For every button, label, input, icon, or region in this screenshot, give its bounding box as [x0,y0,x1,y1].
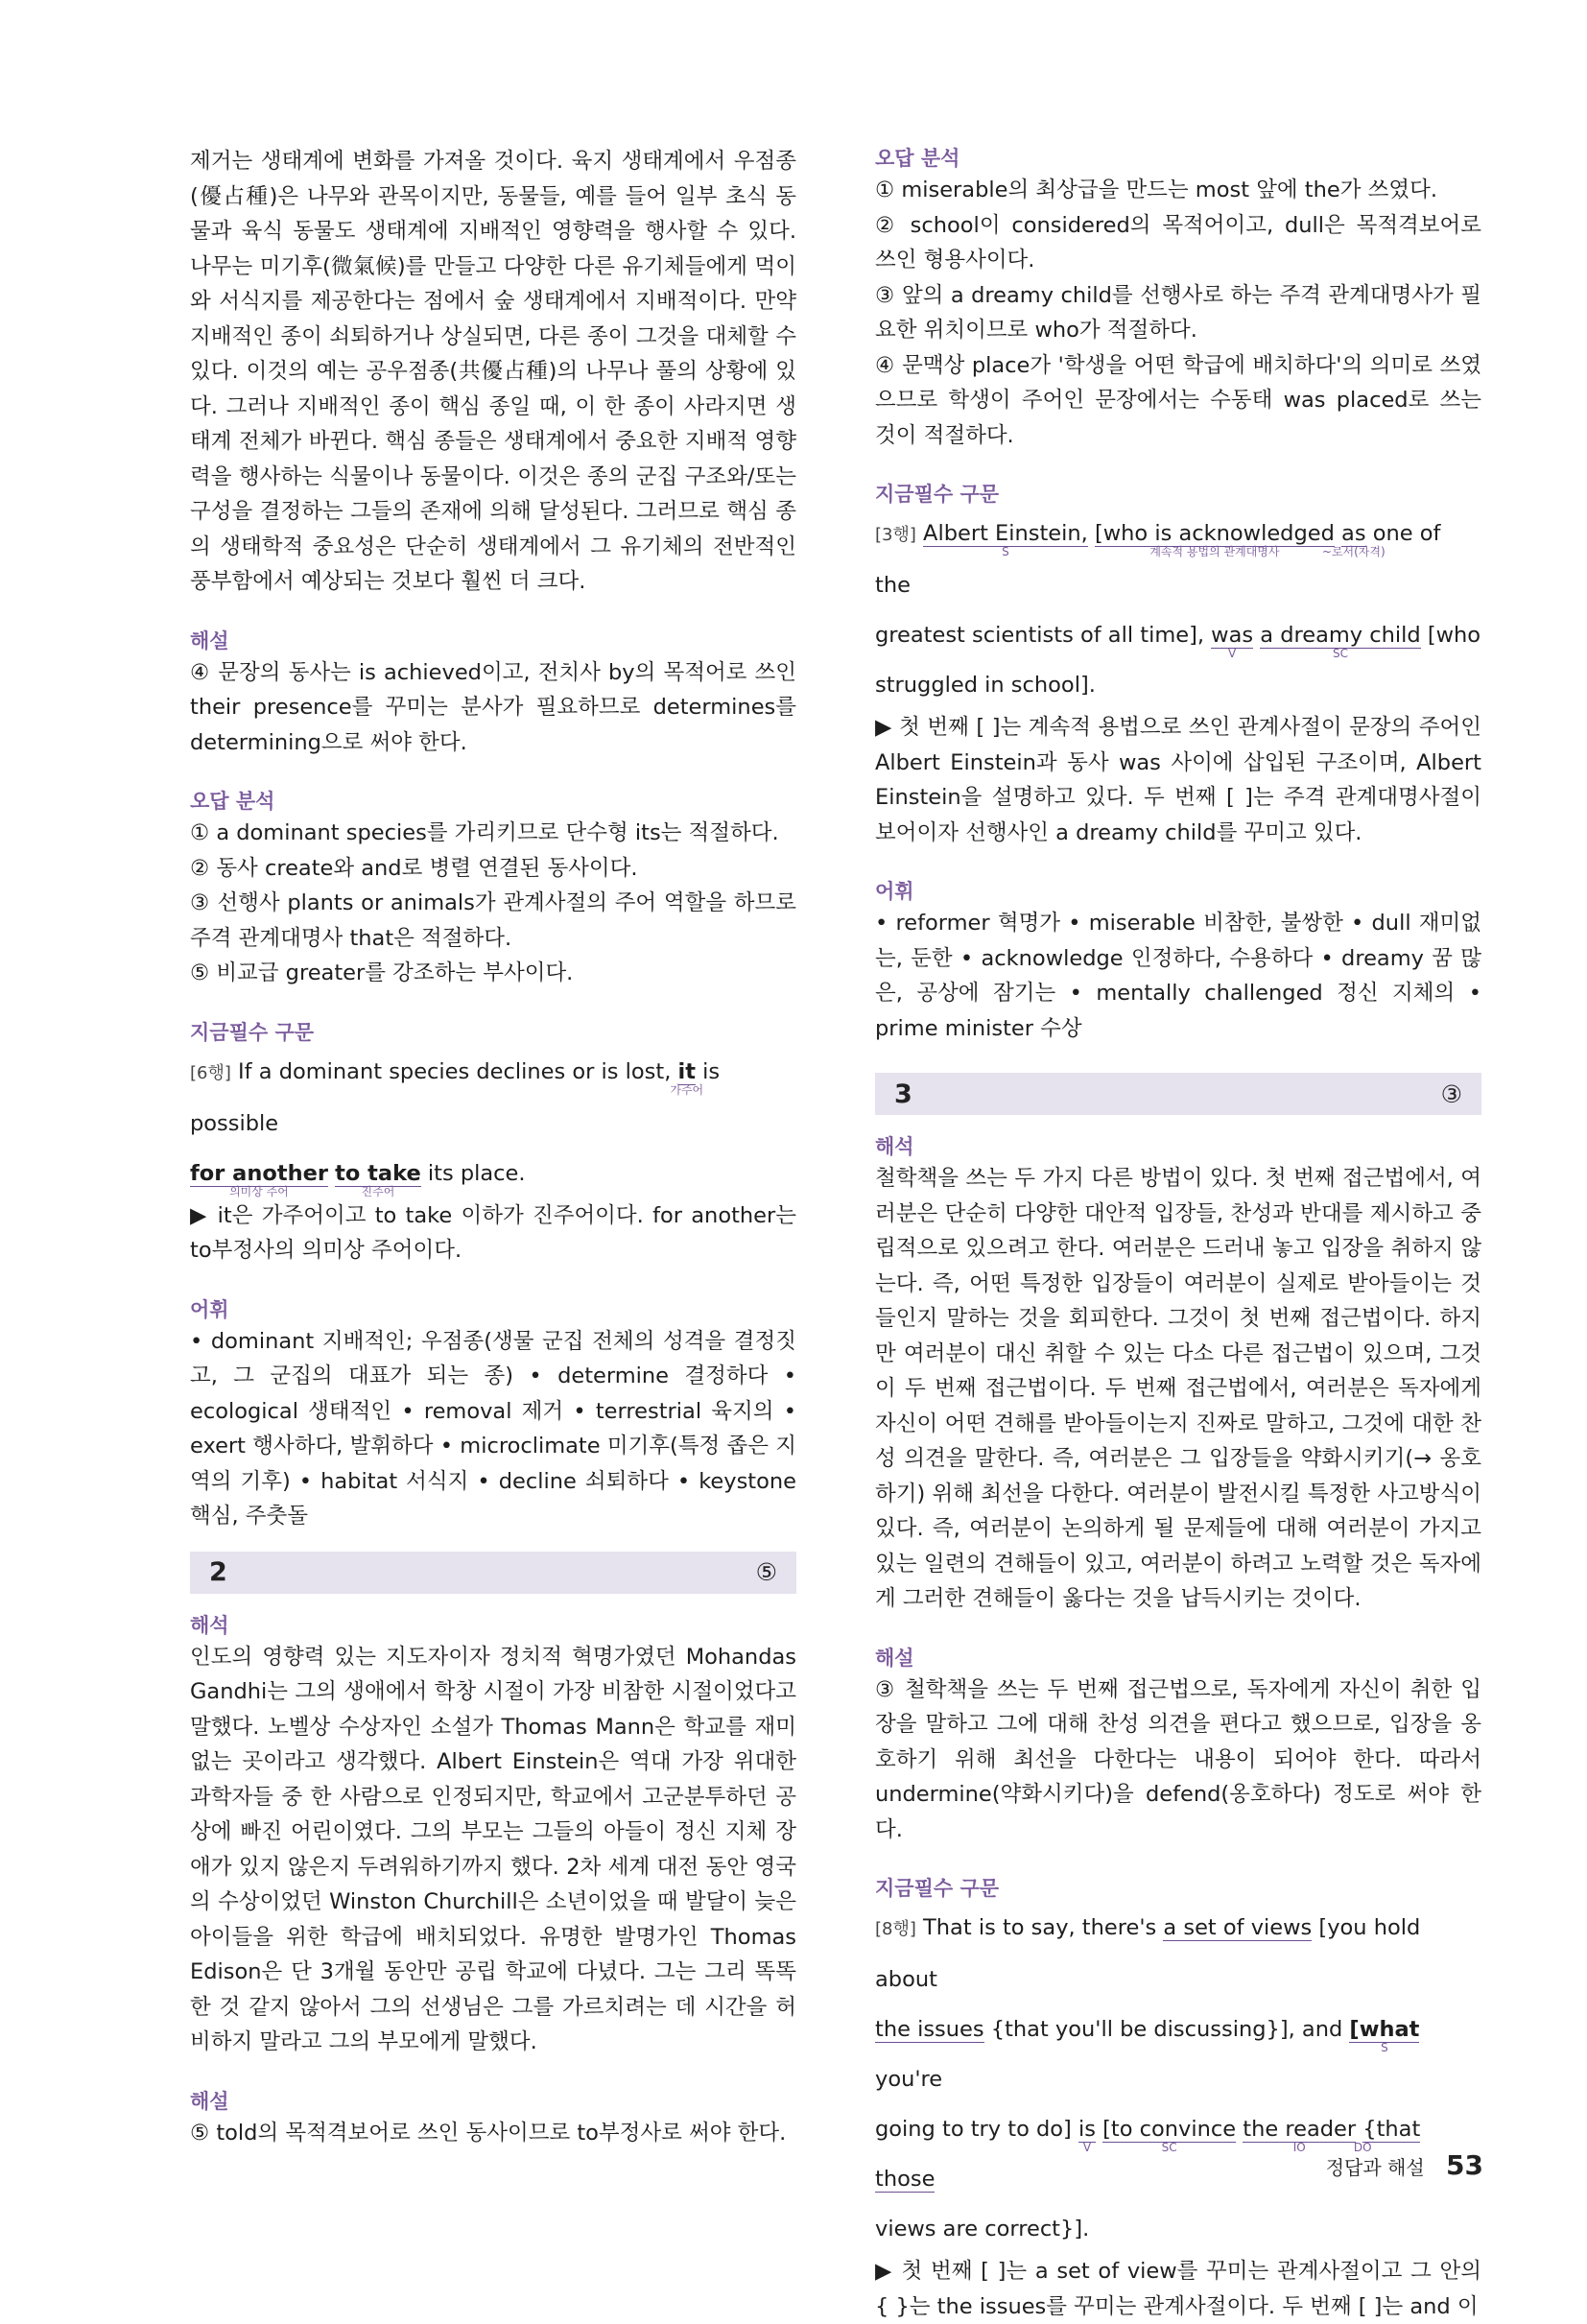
haeseok-heading: 해석 [190,1613,229,1637]
haeseol2-heading: 해설 [190,2089,229,2113]
underline-subject: Albert Einstein, S [923,521,1088,558]
section-number: 2 [209,1557,227,1587]
vocab-heading: 어휘 [190,1297,229,1321]
passage-translation-1: 제거는 생태계에 변화를 가져올 것이다. 육지 생태계에서 우점종(優占種)은 나무와 관목이지만, 동물들, 예를 들어 일부 초식 동물과 육식 동물도 생태계에 지배적인 영향력을 행사할 수 있다. 나무는 미기후(微氣候)를 만들고 다양한 다른 유기체들에게 먹이와 서식지를 제공한다는 점에서 숲 생태계에서 지배적이다. 만약 지배적인 종이 쇠퇴하거나 상실되면, 다른 종이 그것을 대체할 수 있다. 이것의 예는 공우점종(共優占種)의 나무나 풀의 상황에 있다. 그러나 지배적인 종이 핵심 종일 때, 이 한 종이 사라지면 생태계 전체가 바뀐다. 핵심 종들은 생태계에서 중요한 지배적 영향력을 행사하는 식물이나 동물이다. 이것은 종의 군집 구조와/또는 구성을 결정하는 그들의 존재에 의해 달성된다. 그러므로 핵심 종의 생태학적 중요성은 단순히 생태계에서 그 유기체의 전반적인 풍부함에서 예상되는 것보다 훨씬 더 크다. [190,149,796,594]
key-sentence: [6행] If a dominant species declines or is lost, it 가주어 is possible for another 의미상 주어 to take 진주어 its place. [190,1058,721,1198]
section-answer: ③ [1440,1079,1462,1108]
gugmun-note: ▶ it은 가주어이고 to take 이하가 진주어이다. for another는 to부정사의 의미상 주어이다. [190,1202,796,1263]
haeseok-text: 철학책을 쓰는 두 가지 다른 방법이 있다. 첫 번째 접근법에서, 여러분은 단순히 다양한 대안적 입장들, 찬성과 반대를 제시하고 중립적으로 있으려고 한다. 여러분은 드러내 놓고 입장을 취하지 않는다. 즉, 어떤 특정한 입장들이 여러분이 실제로 받아들이는 것들인지 말하는 것을 회피한다. 그것이 첫 번째 접근법이다. 하지만 여러분이 대신 취할 수 있는 다소 다른 접근법이 있으며, 그것이 두 번째 접근법이다. 두 번째 접근법에서, 여러분은 독자에게 자신이 어떤 견해를 받아들이는지 진짜로 말하고, 그것에 대한 찬성 의견을 말한다. 즉, 여러분은 그 입장들을 약화시키기(→ 옹호하기) 위해 최선을 다한다. 여러분이 발전시킬 특정한 사고방식이 있다. 즉, 여러분이 논의하게 될 문제들에 대해 여러분이 가지고 있는 일련의 견해들이 있고, 여러분이 하려고 노력할 것은 독자에게 그러한 견해들이 옳다는 것을 납득시키는 것이다. [875,1166,1481,1611]
underline-what: [what S [1349,2017,1420,2054]
odap-item: ⑤ 비교급 greater를 강조하는 부사이다. [190,960,574,985]
section-answer: ⑤ [755,1558,777,1586]
odap-item: ① a dominant species를 가리키므로 단수형 its는 적절하다. [190,820,779,845]
right-column [875,144,1481,2324]
section-header-2 [190,1552,796,1594]
underline-reader: the reader IO [1243,2117,1357,2154]
underline-who: [who is acknowledged 계속적 용법의 관계대명사 [1094,521,1335,558]
underline-verb: was V [1211,623,1254,660]
haeseok-text: 인도의 영향력 있는 지도자이자 정치적 혁명가였던 Mohandas Gandhi는 그의 생애에서 학창 시절이 가장 비참한 시절이었다고 말했다. 노벨상 수상자인 소설가 Thomas Mann은 학교를 재미없는 곳이라고 생각했다. Albert Einstein은 역대 가장 위대한 과학자들 중 한 사람으로 인정되지만, 학교에서 고군분투하던 공상에 빠진 어린이였다. 그의 부모는 그들의 아들이 정신 지체 장애가 있지 않은지 두려워하기까지 했다. 2차 세계 대전 동안 영국의 수상이었던 Winston Churchill은 소년이었을 때 발달이 늦은 아이들을 위한 학급에 배치되었다. 유명한 발명가인 Thomas Edison은 단 3개월 동안만 공립 학교에 다녔다. 그는 그리 똑똑한 것 같지 않아서 그의 선생님은 그를 가르치려는 데 시간을 허비하지 말라고 그의 부모에게 말했다. [190,1644,796,2054]
vocab-list: • reformer 혁명가 • miserable 비참한, 불쌍한 • dull 재미없는, 둔한 • acknowledge 인정하다, 수용하다 • dreamy 꿈 많은, 공상에 잠기는 • mentally challenged 정신 지체의 • prime minister 수상 [875,911,1481,1041]
line-tag: [6행] [190,1062,231,1083]
underline-for-another: for another 의미상 주어 [190,1160,328,1198]
section-header-3 [875,1073,1481,1115]
underline-complement: a dreamy child SC [1260,623,1421,660]
odap-item: ② school이 considered의 목적어이고, dull은 목적격보어로 쓰인 형용사이다. [875,212,1481,273]
underline-to-take: to take 진주어 [335,1160,421,1198]
odap-item: ③ 앞의 a dreamy child를 선행사로 하는 주격 관계대명사가 필요한 위치이므로 who가 적절하다. [875,282,1481,343]
haeseok-heading: 해석 [875,1135,914,1158]
haeseol2-text: ⑤ told의 목적격보어로 쓰인 동사이므로 to부정사로 써야 한다. [190,2120,787,2146]
underline-to-convince: [to convince SC [1102,2117,1237,2154]
underline-issues: the issues [875,2017,984,2042]
underline-that-clause: {that those DO [875,2117,1421,2192]
label-fake-subject: 가주어 [670,1082,704,1097]
odap-item: ① miserable의 최상급을 만드는 most 앞에 the가 쓰였다. [875,178,1437,202]
label-sense-subject: 의미상 주어 [229,1184,289,1198]
underline-it: it 가주어 [670,1058,704,1097]
gugmun-heading: 지금필수 구문 [875,483,1000,506]
haeseol-text: ④ 문장의 동사는 is achieved이고, 전치사 by의 목적어로 쓰인 their presence를 꾸미는 분사가 필요하므로 determines를 determining으로 써야 한다. [190,659,796,755]
underline-as: as ~로서(자격) [1321,521,1386,558]
left-column [190,144,796,2150]
page-footer [1326,2149,1483,2181]
line-tag: [3행] [875,525,916,545]
haeseol-text: ③ 철학책을 쓰는 두 번째 접근법으로, 독자에게 자신이 취한 입장을 말하고 그에 대해 찬성 의견을 편다고 했으므로, 입장을 옹호하기 위해 최선을 다한다는 내용이 되어야 한다. 따라서 undermine(약화시키다)을 defend(옹호하다) 정도로 써야 한다. [875,1676,1481,1842]
odap-heading: 오답 분석 [190,790,275,813]
gugmun-note: ▶ 첫 번째 [ ]는 계속적 용법으로 쓰인 관계사절이 문장의 주어인 Albert Einstein과 동사 was 사이에 삽입된 구조이며, Albert Einstein을 설명하고 있다. 두 번째 [ ]는 주격 관계대명사절이 보어이자 선행사인 a dreamy child를 꾸미고 있다. [875,715,1481,845]
footer-label: 정답과 해설 [1325,2156,1425,2179]
gugmun-heading: 지금필수 구문 [190,1020,315,1044]
haeseol-heading: 해설 [190,628,229,652]
odap-item: ③ 선행사 plants or animals가 관계사절의 주어 역할을 하므로 주격 관계대명사 that은 적절하다. [190,890,796,951]
key-sentence-2: [8행] That is to say, there's a set of views [you hold about the issues {that you'll be discussing}], and [what S you're going to try to do] is V [to convince SC the reader IO {that those DO views are correct}]. [875,1915,1421,2241]
section-number: 3 [894,1079,912,1109]
underline-is: is V [1078,2117,1096,2154]
line-tag: [8행] [875,1919,916,1939]
vocab-list: • dominant 지배적인; 우점종(생물 군집 전체의 성격을 결정짓고, 그 군집의 대표가 되는 종) • determine 결정하다 • ecological 생태적인 • removal 제거 • terrestrial 육지의 • exert 행사하다, 발휘하다 • microclimate 미기후(특정 좁은 지역의 기후) • habitat 서식지 • decline 쇠퇴하다 • keystone 핵심, 주춧돌 [190,1328,796,1529]
label-real-subject: 진주어 [361,1184,395,1198]
odap-item: ② 동사 create와 and로 병렬 연결된 동사이다. [190,855,638,881]
page-number: 53 [1446,2149,1483,2181]
gugmun2-note: ▶ 첫 번째 [ ]는 a set of view를 꾸미는 관계사절이고 그 안의 { }는 the issues를 꾸미는 관계사절이다. 두 번째 [ ]는 and 이 [875,2259,1481,2319]
vocab-heading: 어휘 [875,880,914,903]
odap-item: ④ 문맥상 place가 '학생을 어떤 학급에 배치하다'의 의미로 쓰였으므로 학생이 주어인 문장에서는 수동태 was placed로 쓰는 것이 적절하다. [875,352,1481,448]
haeseol-heading: 해설 [875,1646,914,1670]
gugmun2-heading: 지금필수 구문 [875,1877,1000,1900]
key-sentence: [3행] Albert Einstein, S [who is acknowledged 계속적 용법의 관계대명사 as ~로서(자격) one of the greatest scientists of all time], was V a dreamy child SC [who struggled in school]. [875,521,1481,698]
odap-heading: 오답 분석 [875,147,960,170]
underline-set-of-views: a set of views [1163,1915,1313,1940]
